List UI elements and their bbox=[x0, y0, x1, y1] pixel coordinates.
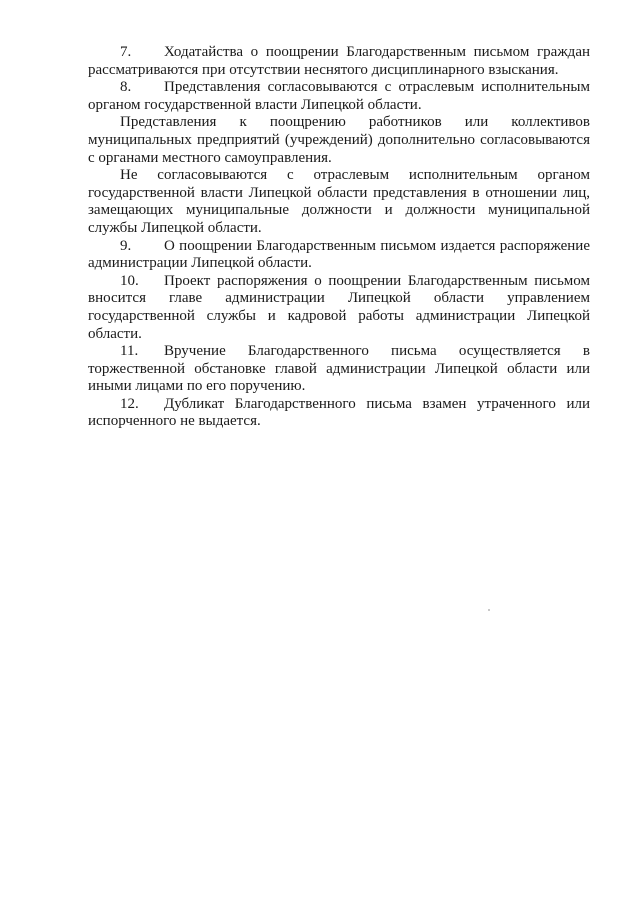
paragraph-text: Представления согласовываются с отраслевым исполнительным органом государственной власти Липецкой области. bbox=[88, 79, 590, 113]
paragraph-8 bbox=[88, 79, 590, 114]
paragraph-10 bbox=[88, 273, 590, 343]
paragraph-number: 8. bbox=[120, 79, 132, 96]
paragraph-text: Представления к поощрению работников или коллективов муниципальных предприятий (учреждений) дополнительно согласовываются с органами местного самоуправления. bbox=[88, 114, 590, 166]
paragraph-7 bbox=[88, 44, 590, 79]
paragraph-text: Не согласовываются с отраслевым исполнительным органом государственной власти Липецкой области представления в отношении лиц, замещающих муниципальные должности и должности муниципальной службы Липецкой области. bbox=[88, 167, 590, 236]
paragraph-8-municipal bbox=[88, 114, 590, 167]
paragraph-text: Вручение Благодарственного письма осуществляется в торжественной обстановке главой администрации Липецкой области или иными лицами по его поручению. bbox=[88, 343, 590, 395]
paragraph-text: О поощрении Благодарственным письмом издается распоряжение администрации Липецкой области. bbox=[88, 237, 590, 272]
paragraph-number: 10. bbox=[120, 272, 139, 289]
paragraph-9 bbox=[88, 238, 590, 273]
paragraph-number: 11. bbox=[120, 343, 139, 360]
paragraph-text: Ходатайства о поощрении Благодарственным письмом граждан рассматриваются при отсутствии неснятого дисциплинарного взыскания. bbox=[88, 44, 590, 78]
paragraph-text: Проект распоряжения о поощрении Благодарственным письмом вносится главе администрации Липецкой области управлением государственной службы и кадровой работы администрации Липецкой области. bbox=[88, 272, 590, 342]
document-body bbox=[88, 44, 590, 431]
scan-speck bbox=[488, 609, 490, 611]
paragraph-8-exception bbox=[88, 167, 590, 237]
paragraph-number: 7. bbox=[120, 44, 132, 60]
paragraph-number: 12. bbox=[120, 395, 139, 412]
paragraph-12 bbox=[88, 396, 590, 431]
paragraph-11 bbox=[88, 343, 590, 396]
paragraph-number: 9. bbox=[120, 237, 132, 254]
paragraph-text: Дубликат Благодарственного письма взамен утраченного или испорченного не выдается. bbox=[88, 395, 590, 430]
